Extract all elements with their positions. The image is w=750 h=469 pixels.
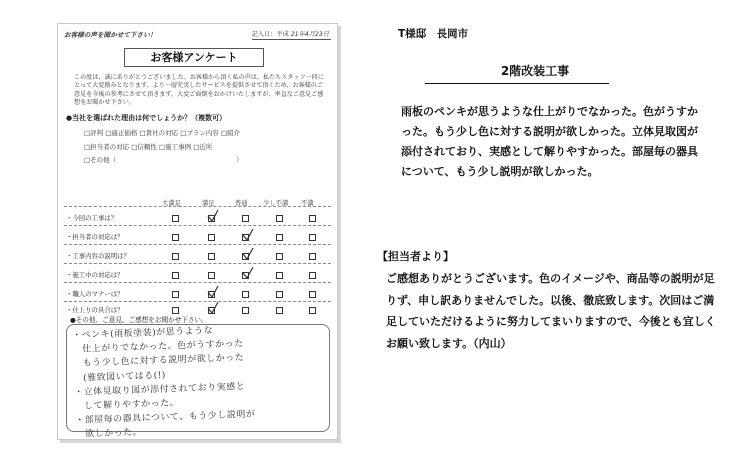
- rating-checkbox: [172, 307, 179, 314]
- divider: [64, 263, 331, 264]
- check-mark-icon: [241, 228, 255, 242]
- rating-row-finish: [66, 306, 146, 315]
- rating-row-label: ・工事内容の説明は？: [66, 252, 130, 260]
- rating-checkbox: [309, 272, 316, 279]
- form-date-handwritten: 21年4月23日: [290, 31, 329, 38]
- rating-row-manners: [66, 290, 146, 299]
- option-reputation: □評判: [84, 129, 104, 137]
- staff-heading: 【担当者より】: [377, 250, 454, 263]
- option-examples: □施工事例: [158, 142, 192, 151]
- rating-checkbox: [242, 291, 249, 298]
- handwritten-line: して解りやすかった。: [74, 398, 180, 412]
- option-plan: □プラン内容: [180, 129, 219, 137]
- rating-row-label: ・今回の工事は？: [66, 214, 118, 222]
- rating-checkbox: [309, 307, 316, 314]
- survey-form-image: [57, 23, 338, 440]
- option-staff: □担当者の対応: [84, 142, 130, 151]
- customer-comment: 雨板のペンキが思うような仕上がりでなかった。色がうすかった。もう少し色に対する説明が欲しかった。立体見取図が添付されており、実感として解りやすかった。部屋毎の器具について、もう少し説明が欲しかった。: [401, 105, 698, 178]
- question-comments: ●その他、ご意見、ご感想をお聞かせ下さい。: [70, 316, 208, 324]
- rating-checkbox: [276, 253, 283, 260]
- handwritten-line: (雅致図いてはる(!): [73, 370, 167, 384]
- form-date: [252, 31, 331, 40]
- handwritten-line: ・立体見取り図が添付されており実感と: [74, 381, 246, 398]
- form-date-label: 記入日：平成: [251, 31, 289, 38]
- rating-row-during-work: [66, 271, 146, 280]
- form-intro: この度は、誠にありがとうございました。お客様から頂く私の声は、私たちスタッフ一同にとって大変励みとなります。より一層充実したサービスを提供させて頂くため、お客様のご意見を今後の参考にさせて頂きます。大変ご面倒をおかけいたしますが、率直なご意見ご感想をお聞かせ下さい。: [74, 74, 324, 107]
- divider: [64, 244, 331, 245]
- option-other: □その他（: [84, 156, 117, 164]
- handwritten-line: ・ペンキ(雨板塗装)が思うような: [72, 326, 214, 341]
- handwritten-comment-box: [66, 324, 330, 441]
- rating-row-label: ・仕上りの具合は？: [66, 306, 124, 314]
- check-mark-icon: [241, 266, 255, 280]
- option-neighborhood: □近所: [193, 142, 213, 151]
- rating-checkbox: [309, 291, 316, 298]
- rating-checkbox: [208, 234, 215, 241]
- reason-options: [84, 127, 334, 168]
- project-title: 2階改装工事: [500, 64, 570, 78]
- rating-header-slightly-dissatisfied: 少し不満: [263, 200, 289, 207]
- rating-header-dissatisfied: 不満: [301, 200, 314, 207]
- rating-row-explanation: [66, 252, 146, 261]
- check-mark-icon: [206, 209, 220, 223]
- option-trust: □信頼性: [131, 142, 157, 151]
- rating-checkbox: [208, 253, 215, 260]
- rating-checkbox: [309, 253, 316, 260]
- rating-checkbox: [276, 234, 283, 241]
- form-top-note: お客様の声を聞かせて下さい！: [64, 31, 157, 39]
- handwritten-line: もう少し色に対する説明が欲しかった: [73, 353, 245, 370]
- reason-options-row-3: [84, 154, 334, 168]
- rating-checkbox: [276, 291, 283, 298]
- option-referral: □紹介: [220, 129, 241, 137]
- rating-header-very-satisfied: 大満足: [162, 200, 181, 207]
- handwritten-line: 仕上がりでなかった。色がうすかった: [72, 339, 244, 356]
- form-title: お客様アンケート: [124, 48, 264, 67]
- rating-checkbox: [172, 272, 179, 279]
- rating-checkbox: [309, 234, 316, 241]
- handwritten-line: ・部屋毎の器具について、もう少し説明が: [75, 409, 256, 427]
- rating-checkbox: [276, 307, 283, 314]
- rating-row-construction: [66, 214, 146, 223]
- check-mark-icon: [206, 301, 220, 315]
- customer-name: T様邸 長岡市: [398, 28, 469, 40]
- rating-row-label: ・職人のマナーは？: [66, 290, 124, 298]
- rating-checkbox: [309, 215, 316, 222]
- handwritten-comment: [72, 320, 330, 442]
- rating-header-neutral: 普通: [235, 200, 248, 207]
- question-reason: ●当社を選ばれた理由は何でしょうか？（複数可）: [66, 114, 227, 122]
- handwritten-line: 欲しかった。: [75, 428, 143, 441]
- check-mark-icon: [241, 247, 255, 261]
- reason-options-row-2: [84, 141, 334, 155]
- divider: [64, 301, 331, 302]
- rating-header-satisfied: 満足: [202, 200, 215, 207]
- divider: [64, 206, 331, 207]
- staff-reply: ご感想ありがとうございます。色のイメージや、商品等の説明が足りず、申し訳ありませんでした。以後、徹底致します。次回はご満足していただけるように努力してまいりますので、今後とも宜しくお願い致します。（内山）: [386, 272, 716, 350]
- title-underline: [425, 83, 609, 84]
- rating-checkbox: [172, 234, 179, 241]
- reason-options-row-1: [84, 127, 334, 141]
- rating-checkbox: [242, 215, 249, 222]
- rating-row-label: ・施工中の対応は？: [66, 271, 124, 279]
- divider: [64, 282, 331, 283]
- rating-checkbox: [172, 253, 179, 260]
- rating-checkbox: [242, 307, 249, 314]
- option-other-close: ）: [236, 156, 243, 164]
- rating-row-staff: [66, 233, 146, 242]
- option-company: □貴社の対応: [139, 129, 179, 137]
- rating-checkbox: [276, 215, 283, 222]
- divider: [64, 225, 331, 226]
- option-price: □適正価格: [105, 129, 138, 137]
- rating-checkbox: [208, 272, 215, 279]
- rating-checkbox: [172, 215, 179, 222]
- rating-row-label: ・担当者の対応は？: [66, 233, 124, 241]
- rating-checkbox: [172, 291, 179, 298]
- rating-checkbox: [276, 272, 283, 279]
- check-mark-icon: [206, 285, 220, 299]
